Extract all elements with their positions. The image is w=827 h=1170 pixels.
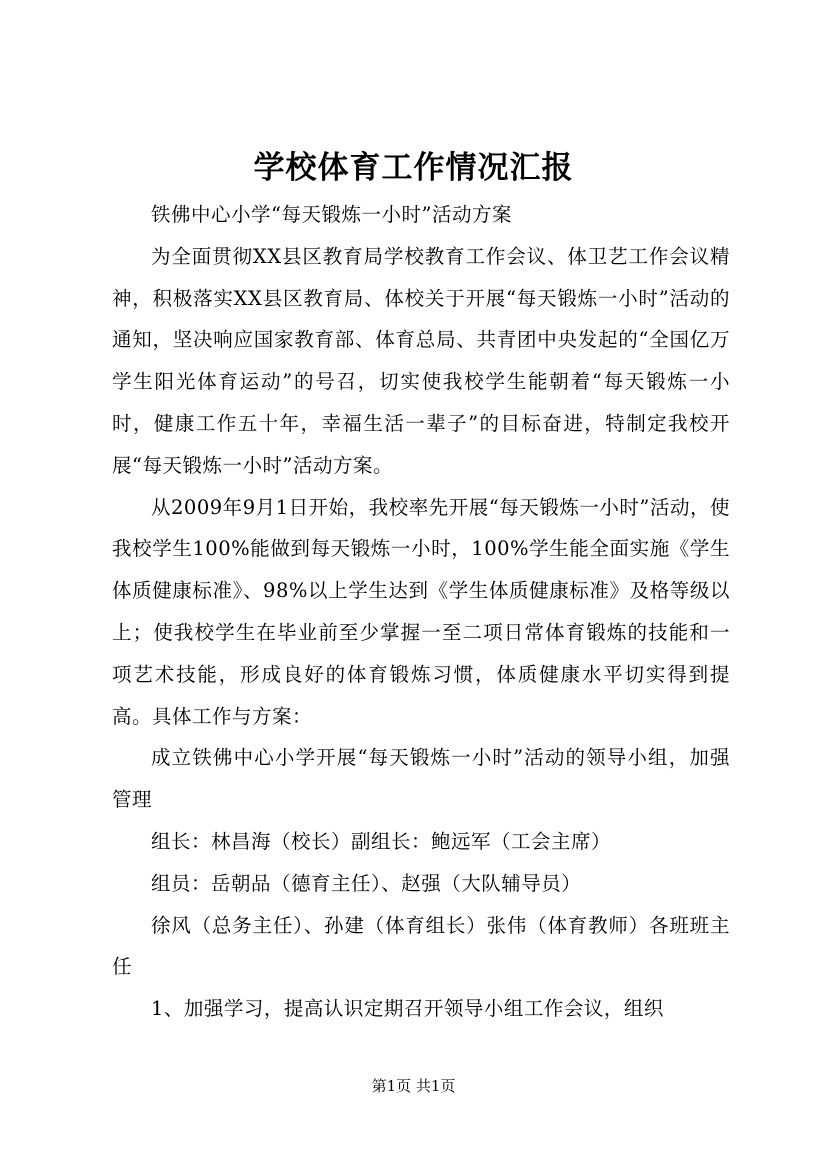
- page-footer: 第1页 共1页: [371, 1077, 456, 1095]
- document-title: 学校体育工作情况汇报: [253, 150, 574, 186]
- paragraph-subtitle: 铁佛中心小学“每天锻炼一小时”活动方案: [151, 203, 512, 226]
- paragraph-intro: 为全面贯彻XX县区教育局学校教育工作会议、体卫艺工作会议精神，积极落实XX县区教育局、体校关于开展“每天锻炼一小时”活动的通知，坚决响应国家教育部、体育总局、共青团中央发起的“全国亿万学生阳光体育运动”的号召，切实使我校学生能朝着“每天锻炼一小时，健康工作五十年，幸福生活一辈子”的目标奋进，特制定我校开展“每天锻炼一小时”活动方案。: [112, 244, 730, 477]
- paragraph-group-leader: 组长：林昌海（校长）副组长：鲍远军（工会主席）: [151, 829, 612, 853]
- paragraph-more-members: 徐风（总务主任）、孙建（体育组长）张伟（体育教师）各班班主任: [112, 913, 730, 979]
- paragraph-leadership-group: 成立铁佛中心小学开展“每天锻炼一小时”活动的领导小组，加强管理: [112, 746, 730, 812]
- paragraph-group-members: 组员：岳朝品（德育主任）、赵强（大队辅导员）: [151, 871, 582, 895]
- paragraph-item-1: 1、加强学习，提高认识定期召开领导小组工作会议，组织: [151, 997, 664, 1021]
- paragraph-goals: 从2009年9月1日开始，我校率先开展“每天锻炼一小时”活动，使我校学生100%能做到每天锻炼一小时，100%学生能全面实施《学生体质健康标准》、98%以上学生达到《学生体质健康标准》及格等级以上；使我校学生在毕业前至少掌握一至二项日常体育锻炼的技能和一项艺术技能，形成良好的体育锻炼习惯，体质健康水平切实得到提高。具体工作与方案：: [112, 495, 730, 728]
- document-body: [112, 194, 730, 1030]
